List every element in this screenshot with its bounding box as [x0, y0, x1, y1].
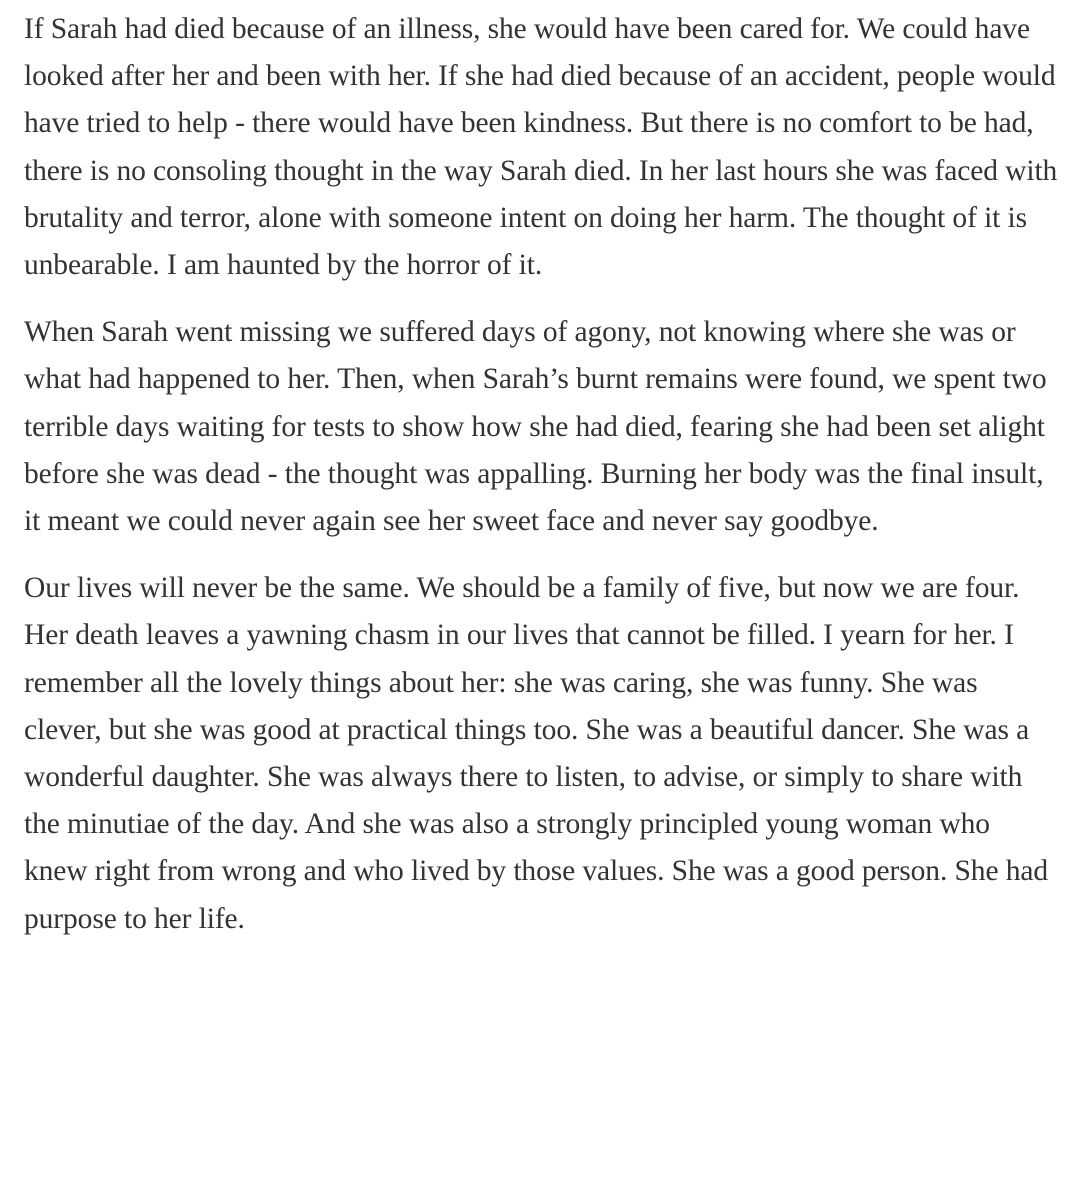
article-paragraph: If Sarah had died because of an illness, she would have been cared for. We could have looked after her and been with her. If she had died because of an accident, people would have tried to help - there would have been kindness. But there is no comfort to be had, there is no consoling thought in the way Sarah died. In her last hours she was faced with brutality and terror, alone with someone intent on doing her harm. The thought of it is unbearable. I am haunted by the horror of it.: [24, 13, 1058, 282]
article-paragraph: When Sarah went missing we suffered days of agony, not knowing where she was or what had happened to her. Then, when Sarah’s burnt remains were found, we spent two terrible days waiting for tests to show how she had died, fearing she had been set alight before she was dead - the thought was appalling. Burning her body was the final insult, it meant we could never again see her sweet face and never say goodbye.: [24, 316, 1047, 538]
article-paragraph: Our lives will never be the same. We should be a family of five, but now we are four. Her death leaves a yawning chasm in our lives that cannot be filled. I yearn for her. I remember all the lovely things about her: she was caring, she was funny. She was clever, but she was good at practical things too. She was a beautiful dancer. She was a wonderful daughter. She was always there to listen, to advise, or simply to share with the minutiae of the day. And she was also a strongly principled young woman who knew right from wrong and who lived by those values. She was a good person. She had purpose to her life.: [24, 572, 1049, 935]
